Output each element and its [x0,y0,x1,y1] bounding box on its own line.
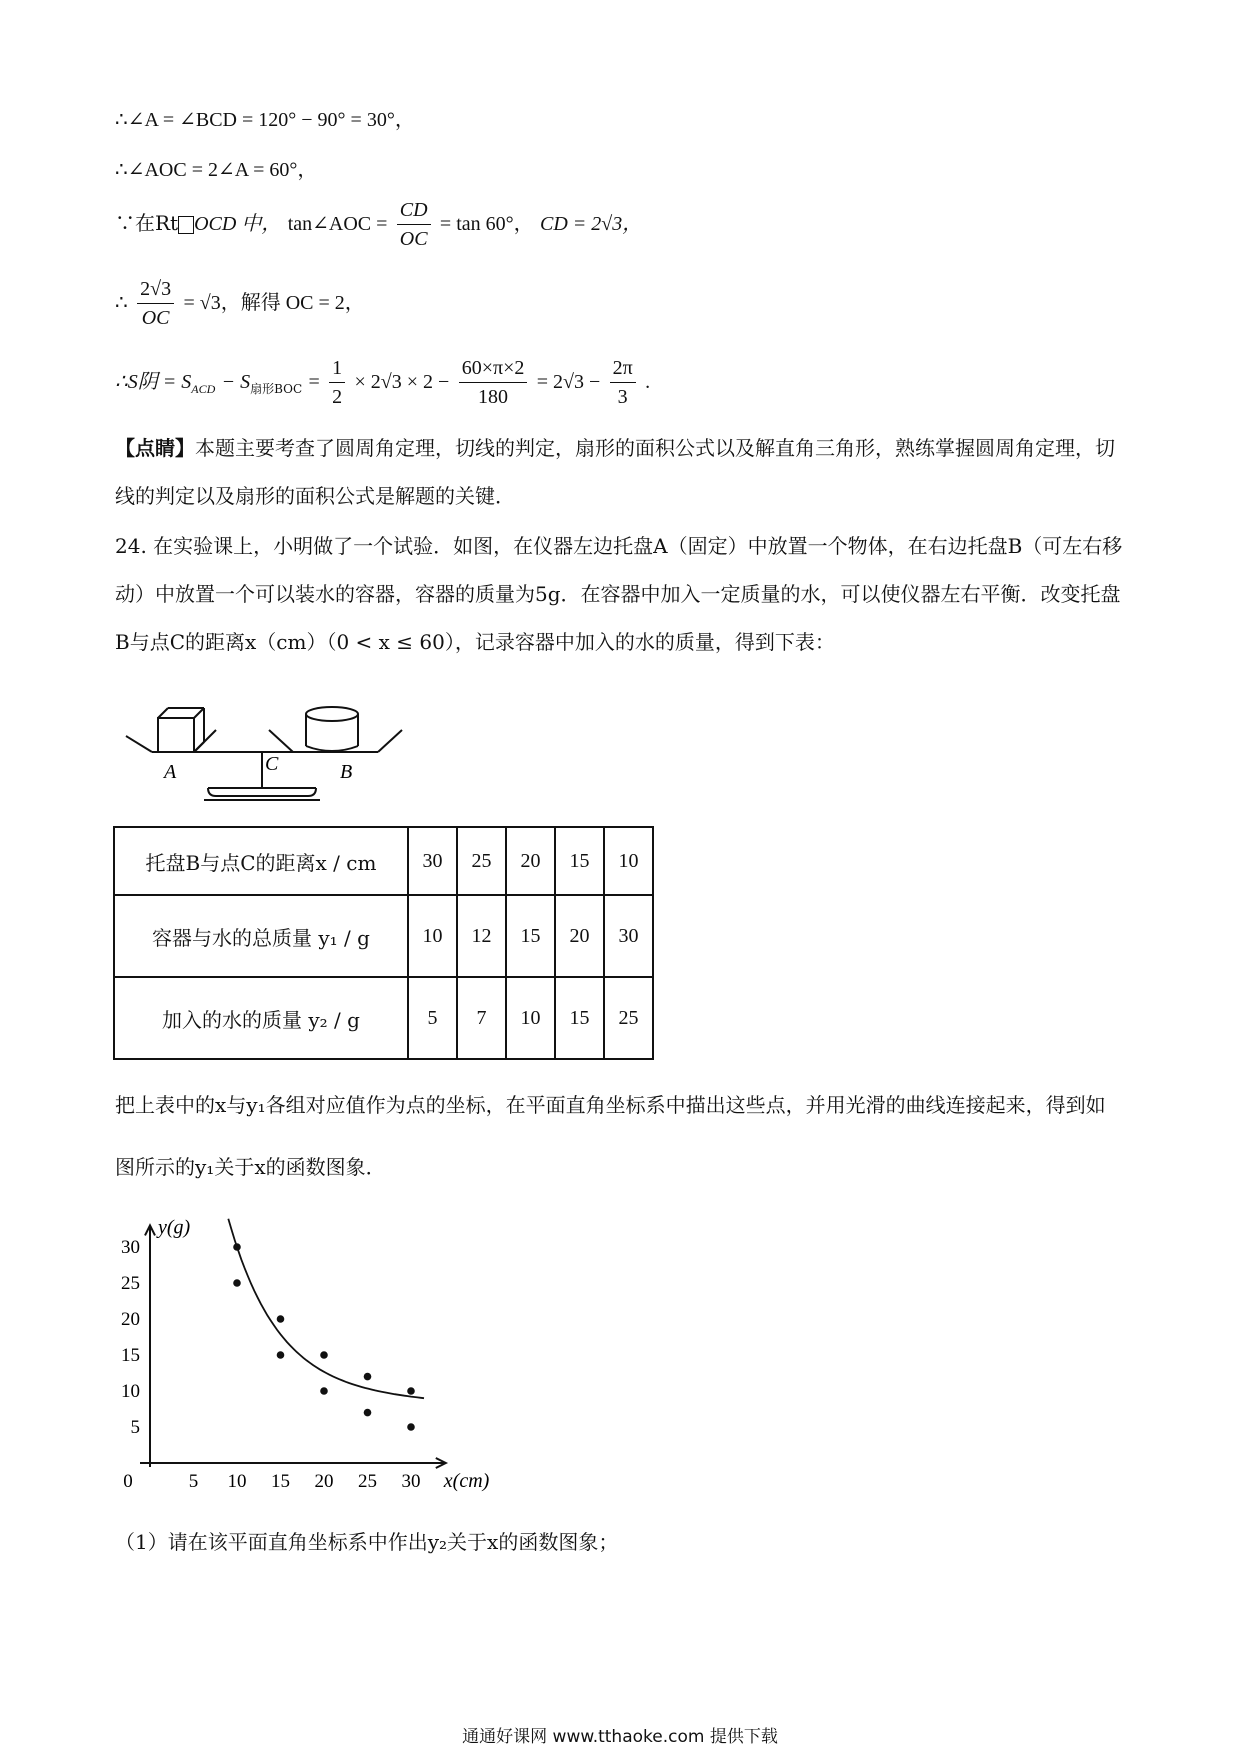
table-cell: 30 [604,895,653,977]
table-cell: 15 [555,827,604,895]
table-row [114,827,653,895]
balance-label-a: A [164,761,177,783]
table-cell: 10 [408,895,457,977]
fraction-cd-oc: $\frac{CD}{OC}$ [397,198,431,251]
y-tick-label: 20 [121,1309,140,1330]
balance-label-c: C [265,753,279,775]
table-cell: 20 [555,895,604,977]
table-cell: 15 [555,977,604,1059]
origin-label: 0 [123,1471,133,1492]
row-header-y1: 容器与水的总质量 y₁ / g [114,895,408,977]
balance-label-b: B [340,761,353,783]
data-point [277,1315,285,1323]
x-tick-label: 25 [358,1471,377,1492]
data-point [407,1423,415,1431]
table-cell: 12 [457,895,506,977]
y-tick-label: 15 [121,1345,140,1366]
x-axis-label: x(cm) [443,1470,490,1492]
fraction-half: $\frac{1}{2}$ [329,356,345,409]
table-cell: 25 [457,827,506,895]
page-footer: 通通好课网 www.tthaoke.com 提供下载 [462,1727,778,1747]
table-row [114,977,653,1059]
table-cell: 30 [408,827,457,895]
table-cell: 25 [604,977,653,1059]
x-tick-label: 30 [401,1471,421,1492]
data-point [364,1409,372,1417]
comment-paragraph [115,424,1125,520]
x-tick-label: 20 [314,1471,334,1492]
table-cell: 5 [408,977,457,1059]
comment-text: 本题主要考查了圆周角定理，切线的判定，扇形的面积公式以及解直角三角形，熟练掌握圆周角定理，切线的判定以及扇形的面积公式是解题的关键． [115,436,1115,508]
data-table [113,826,654,1060]
solution-line-5: ∴S阴 = $S_{ACD} - S_{扇形BOC}$ = $\frac{1}{2}$ × 2√3 × 2 − $\frac{60\times\pi\times 2}{180}$ = 2√3 − $\frac{2\pi}{3}$ . [115,357,651,408]
y1-curve [228,1219,424,1399]
table-cell: 10 [604,827,653,895]
y-axis-label: y(g) [158,1216,191,1239]
table-cell: 15 [506,895,555,977]
row-header-y2: 加入的水的质量 y₂ / g [114,977,408,1059]
data-point [233,1279,241,1287]
fraction-2sqrt3-oc: $\frac{2√3}{OC}$ [137,277,174,330]
data-point [277,1351,285,1359]
table-cell: 20 [506,827,555,895]
solution-line-4: ∴ $\frac{2√3}{OC}$ = √3，解得 OC = 2， [115,278,365,329]
y-tick-label: 25 [121,1273,140,1294]
function-chart [110,1205,510,1505]
balance-diagram [118,690,408,810]
x-tick-label: 5 [188,1471,199,1492]
x-tick-label: 15 [271,1471,290,1492]
solution-line-1: ∴∠A = ∠BCD = 120° − 90° = 30°， [115,109,415,131]
data-point [320,1387,328,1395]
table-row [114,895,653,977]
row-header-x: 托盘B与点C的距离x / cm [114,827,408,895]
data-point [364,1373,372,1381]
x-tick-label: 10 [227,1471,247,1492]
after-table-paragraph: 把上表中的x与y₁各组对应值作为点的坐标，在平面直角坐标系中描出这些点，并用光滑的曲线连接起来，得到如图所示的y₁关于x的函数图象． [115,1093,1106,1179]
y-tick-label: 5 [130,1417,140,1438]
data-point [407,1387,415,1395]
solution-line-3: ∵在Rt OCD 中， tan∠AOC = $\frac{CD}{OC}$ = tan 60°， CD = 2√3， [115,199,643,250]
data-point [320,1351,328,1359]
y-tick-label: 10 [121,1381,140,1402]
question-1: （1）请在该平面直角坐标系中作出y₂关于x的函数图象； [115,1530,619,1554]
fraction-sector: $\frac{60\times\pi\times 2}{180}$ [459,356,528,409]
problem-24-text: 24. 在实验课上，小明做了一个试验．如图，在仪器左边托盘A（固定）中放置一个物体，在右边托盘B（可左右移动）中放置一个可以装水的容器，容器的质量为5g．在容器中加入一定质量的水，可以使仪器左右平衡．改变托盘B与点C的距离x（cm）（0 < x ≤ 60），记录容器中加入的水的质量，得到下表： [115,534,1123,654]
table-cell: 10 [506,977,555,1059]
comment-label: 【点睛】 [115,436,195,460]
y-tick-label: 30 [121,1237,140,1258]
fraction-2pi-3: $\frac{2\pi}{3}$ [610,356,636,409]
table-cell: 7 [457,977,506,1059]
solution-line-2: ∴∠AOC = 2∠A = 60°， [115,159,318,181]
